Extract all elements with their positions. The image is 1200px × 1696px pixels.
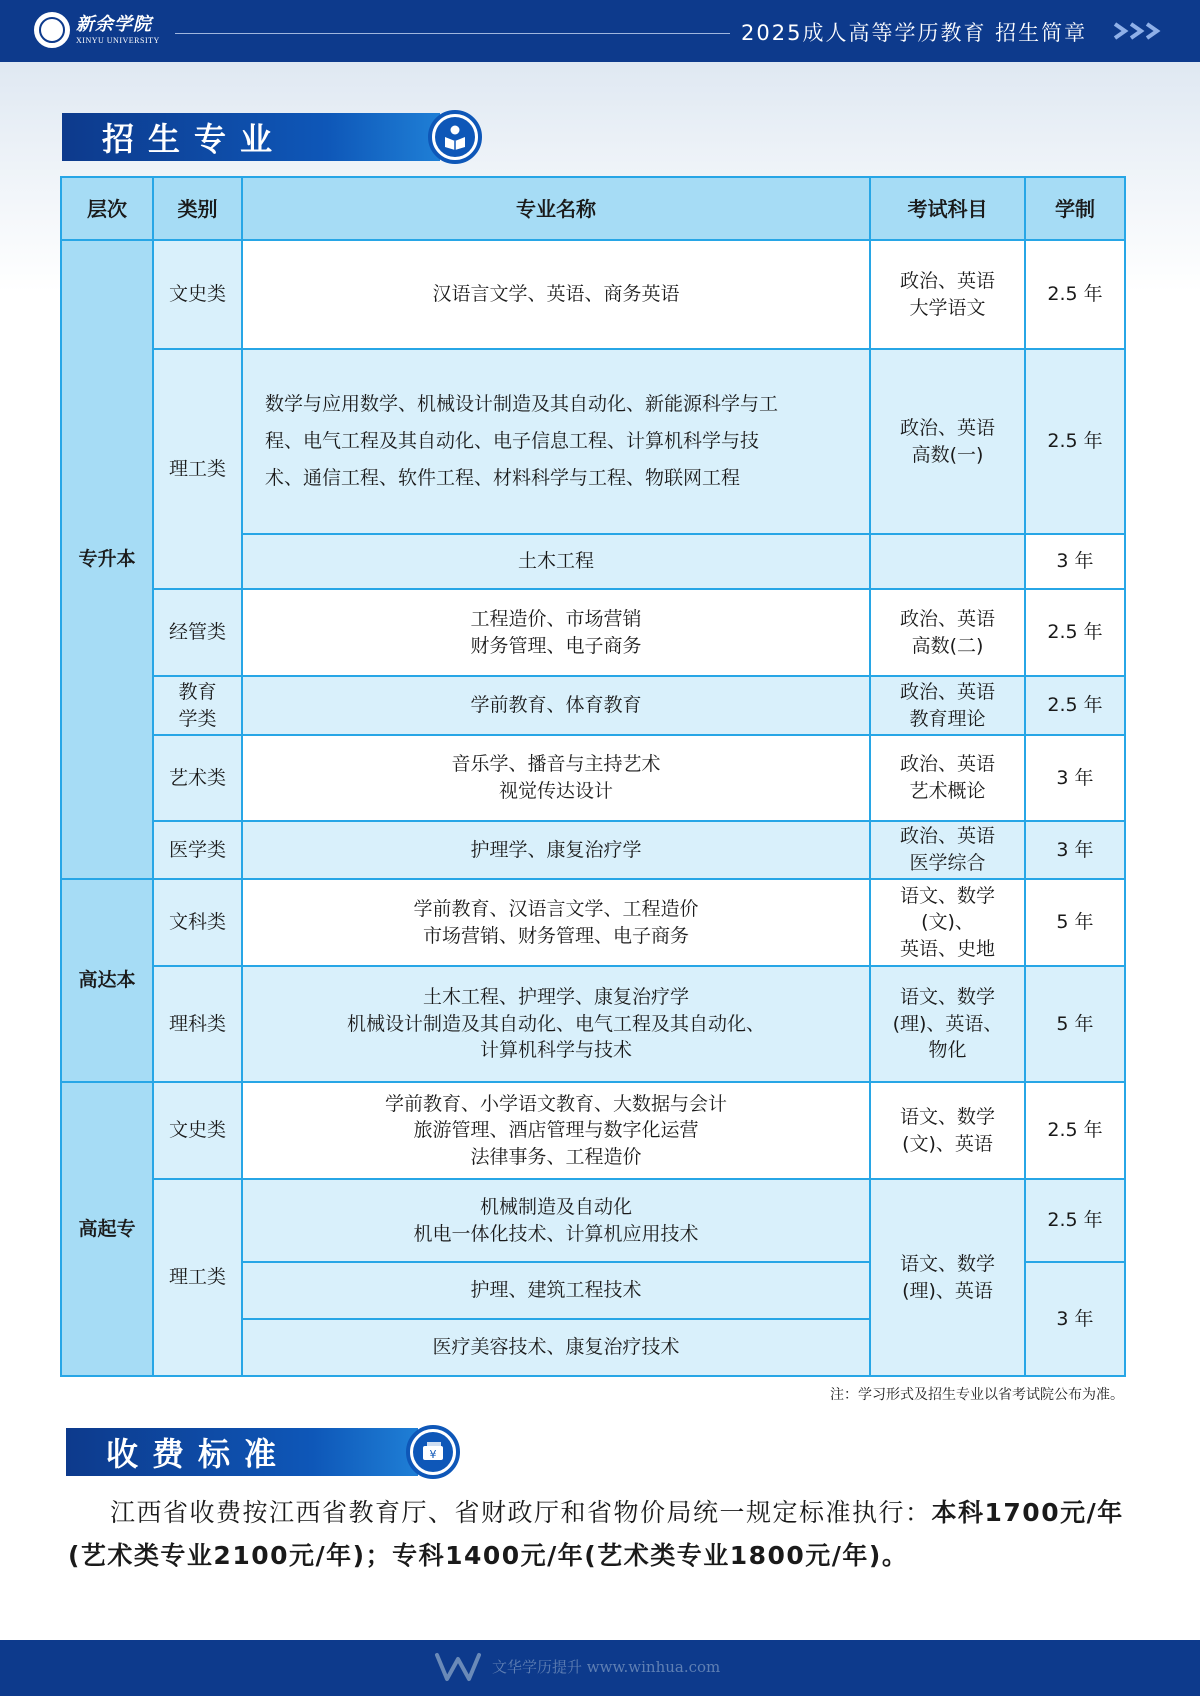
subjects-cell: 政治、英语 艺术概论 — [870, 735, 1025, 821]
column-header: 考试科目 — [870, 177, 1025, 240]
majors-cell: 工程造价、市场营销 财务管理、电子商务 — [242, 589, 870, 676]
category-cell: 文科类 — [153, 879, 242, 966]
category-cell: 理工类 — [153, 1179, 242, 1376]
category-cell: 医学类 — [153, 821, 242, 879]
column-header: 专业名称 — [242, 177, 870, 240]
logo-chinese-name: 新余学院 — [76, 13, 152, 35]
section-heading-majors — [62, 110, 482, 164]
duration-cell: 2.5 年 — [1025, 589, 1125, 676]
duration-cell: 3 年 — [1025, 1262, 1125, 1376]
category-cell: 文史类 — [153, 240, 242, 349]
category-cell: 理工类 — [153, 349, 242, 589]
table-row — [61, 589, 1125, 676]
watermark-logo-icon — [430, 1646, 486, 1686]
table-row — [61, 735, 1125, 821]
majors-table — [60, 176, 1126, 1377]
subjects-cell: 政治、英语 高数(二) — [870, 589, 1025, 676]
header-divider — [175, 33, 730, 34]
duration-cell: 3 年 — [1025, 735, 1125, 821]
svg-text:¥: ¥ — [429, 1448, 437, 1461]
subjects-cell: 政治、英语 教育理论 — [870, 676, 1025, 735]
subjects-cell: 政治、英语 高数(一) — [870, 349, 1025, 534]
category-cell: 理科类 — [153, 966, 242, 1082]
fee-paragraph — [68, 1492, 1126, 1577]
watermark — [430, 1646, 720, 1686]
duration-cell: 2.5 年 — [1025, 240, 1125, 349]
level-cell: 高起专 — [61, 1082, 153, 1376]
fee-intro: 江西省收费按江西省教育厅、省财政厅和省物价局统一规定标准执行： — [110, 1498, 932, 1527]
table-row — [61, 879, 1125, 966]
duration-cell: 5 年 — [1025, 966, 1125, 1082]
subjects-cell: 语文、数学 (文)、英语 — [870, 1082, 1025, 1179]
watermark-text: 文华学历提升 www.winhua.com — [492, 1657, 721, 1676]
table-header-row — [61, 177, 1125, 240]
level-cell: 高达本 — [61, 879, 153, 1082]
duration-cell: 2.5 年 — [1025, 676, 1125, 735]
duration-cell: 3 年 — [1025, 821, 1125, 879]
majors-cell: 学前教育、体育教育 — [242, 676, 870, 735]
table-row — [61, 821, 1125, 879]
majors-cell: 学前教育、小学语文教育、大数据与会计 旅游管理、酒店管理与数字化运营 法律事务、工程造价 — [242, 1082, 870, 1179]
column-header: 类别 — [153, 177, 242, 240]
duration-cell: 2.5 年 — [1025, 1179, 1125, 1262]
table-row — [61, 1179, 1125, 1262]
top-banner — [0, 0, 1200, 62]
category-cell: 艺术类 — [153, 735, 242, 821]
category-cell: 文史类 — [153, 1082, 242, 1179]
section-title: 招生专业 — [62, 113, 440, 161]
category-cell: 教育 学类 — [153, 676, 242, 735]
subjects-cell: 政治、英语 医学综合 — [870, 821, 1025, 879]
subjects-cell: 语文、数学 (理)、英语 — [870, 1179, 1025, 1376]
majors-cell: 汉语言文学、英语、商务英语 — [242, 240, 870, 349]
university-logo — [34, 12, 160, 48]
section-title: 收费标准 — [66, 1428, 418, 1476]
duration-cell: 2.5 年 — [1025, 349, 1125, 534]
column-header: 层次 — [61, 177, 153, 240]
majors-cell: 数学与应用数学、机械设计制造及其自动化、新能源科学与工 程、电气工程及其自动化、电子信息工程、计算机科学与技 术、通信工程、软件工程、材料科学与工程、物联网工程 — [242, 349, 870, 534]
table-row — [61, 1082, 1125, 1179]
subjects-cell: 语文、数学(文)、 英语、史地 — [870, 879, 1025, 966]
majors-cell: 护理学、康复治疗学 — [242, 821, 870, 879]
table-row — [61, 349, 1125, 534]
level-cell: 专升本 — [61, 240, 153, 879]
subjects-cell: 语文、数学 (理)、英语、 物化 — [870, 966, 1025, 1082]
majors-cell: 音乐学、播音与主持艺术 视觉传达设计 — [242, 735, 870, 821]
fee-card-icon — [406, 1425, 460, 1479]
majors-cell: 土木工程、护理学、康复治疗学 机械设计制造及其自动化、电气工程及其自动化、 计算机科学与技术 — [242, 966, 870, 1082]
majors-cell: 医疗美容技术、康复治疗技术 — [242, 1319, 870, 1376]
fee-amounts: 本科1700元/年(艺术类专业2100元/年)；专科1400元/年(艺术类专业1800元/年)。 — [68, 1498, 1124, 1570]
majors-cell: 机械制造及自动化 机电一体化技术、计算机应用技术 — [242, 1179, 870, 1262]
chevron-arrows-icon — [1113, 22, 1169, 40]
subjects-cell: 政治、英语 大学语文 — [870, 240, 1025, 349]
reader-book-icon — [428, 110, 482, 164]
section-heading-fees — [66, 1425, 460, 1479]
duration-cell: 2.5 年 — [1025, 1082, 1125, 1179]
majors-cell: 土木工程 — [242, 534, 870, 589]
majors-cell: 学前教育、汉语言文学、工程造价 市场营销、财务管理、电子商务 — [242, 879, 870, 966]
subjects-cell — [870, 534, 1025, 589]
table-row — [61, 240, 1125, 349]
table-footnote: 注：学习形式及招生专业以省考试院公布为准。 — [830, 1387, 1124, 1403]
logo-english-name: XINYU UNIVERSITY — [76, 35, 160, 45]
university-seal-icon — [34, 12, 70, 48]
brochure-title: 2025成人高等学历教育 招生简章 — [741, 21, 1088, 45]
column-header: 学制 — [1025, 177, 1125, 240]
duration-cell: 3 年 — [1025, 534, 1125, 589]
table-row — [61, 966, 1125, 1082]
duration-cell: 5 年 — [1025, 879, 1125, 966]
table-row — [61, 676, 1125, 735]
majors-cell: 护理、建筑工程技术 — [242, 1262, 870, 1319]
category-cell: 经管类 — [153, 589, 242, 676]
